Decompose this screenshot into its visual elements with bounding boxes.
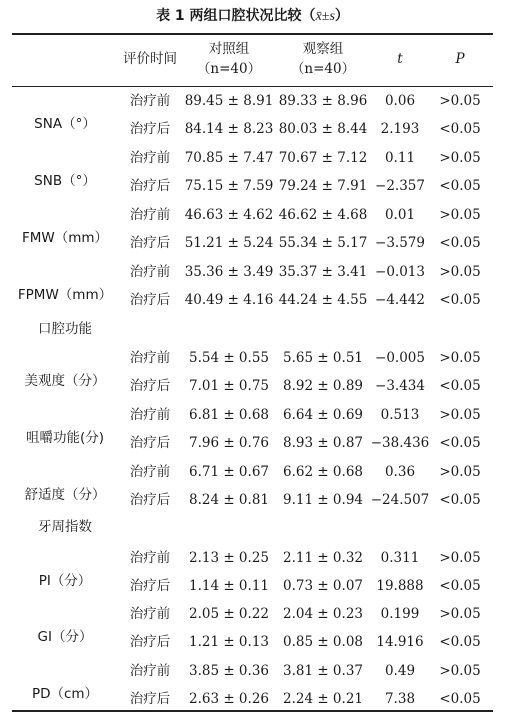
control-cell: 2.05 ± 0.22 [188, 606, 269, 622]
phase-cell: 治疗前 [129, 606, 171, 622]
header-t: t [397, 51, 403, 67]
p-cell: <0.05 [439, 435, 481, 451]
p-cell: >0.05 [439, 606, 481, 622]
control-cell: 1.21 ± 0.13 [188, 634, 269, 650]
p-cell: >0.05 [439, 550, 481, 566]
p-cell: <0.05 [439, 235, 481, 251]
control-cell: 75.15 ± 7.59 [184, 178, 274, 194]
t-cell: −0.013 [375, 264, 425, 280]
observe-cell: 44.24 ± 4.55 [278, 292, 368, 308]
observe-cell: 70.67 ± 7.12 [278, 150, 368, 166]
observe-cell: 0.73 ± 0.07 [282, 578, 363, 594]
observe-cell: 2.04 ± 0.23 [282, 606, 363, 622]
phase-cell: 治疗前 [129, 264, 171, 280]
t-cell: −4.442 [375, 292, 425, 308]
t-cell: −3.434 [375, 378, 425, 394]
t-cell: −2.357 [375, 178, 425, 194]
phase-cell: 治疗后 [129, 292, 171, 308]
t-cell: 0.311 [380, 550, 420, 566]
header-observe-n: （n=40） [290, 61, 356, 77]
control-cell: 70.85 ± 7.47 [184, 150, 274, 166]
row-label: 咀嚼功能(分) [25, 430, 105, 446]
observe-cell: 6.64 ± 0.69 [282, 407, 363, 423]
phase-cell: 治疗前 [129, 207, 171, 223]
control-cell: 2.13 ± 0.25 [188, 550, 269, 566]
p-cell: >0.05 [439, 93, 481, 109]
observe-cell: 55.34 ± 5.17 [278, 235, 368, 251]
p-cell: <0.05 [439, 121, 481, 137]
observe-cell: 9.11 ± 0.94 [282, 492, 363, 508]
phase-cell: 治疗前 [129, 350, 171, 366]
header-phase: 评价时间 [123, 51, 177, 67]
observe-cell: 6.62 ± 0.68 [282, 464, 363, 480]
control-cell: 84.14 ± 8.23 [184, 121, 274, 137]
p-cell: <0.05 [439, 178, 481, 194]
t-cell: 19.888 [376, 578, 424, 594]
row-label: PD（cm） [31, 686, 99, 702]
control-cell: 46.63 ± 4.62 [184, 207, 274, 223]
phase-cell: 治疗前 [129, 464, 171, 480]
observe-cell: 89.33 ± 8.96 [278, 93, 368, 109]
observe-cell: 2.11 ± 0.32 [282, 550, 363, 566]
p-cell: >0.05 [439, 207, 481, 223]
observe-cell: 46.62 ± 4.68 [278, 207, 368, 223]
observe-cell: 3.81 ± 0.37 [282, 663, 363, 679]
table-bottom-rule [12, 710, 493, 712]
observe-cell: 5.65 ± 0.51 [282, 350, 363, 366]
section-label: 口腔功能 [38, 321, 92, 337]
t-cell: −24.507 [370, 492, 430, 508]
observe-cell: 8.93 ± 0.87 [282, 435, 363, 451]
phase-cell: 治疗前 [129, 663, 171, 679]
table-caption [0, 6, 505, 27]
p-cell: <0.05 [439, 378, 481, 394]
caption-stat: x̄±s [315, 9, 335, 24]
t-cell: −38.436 [370, 435, 430, 451]
p-cell: <0.05 [439, 691, 481, 707]
t-cell: 7.38 [384, 691, 416, 707]
control-cell: 6.71 ± 0.67 [188, 464, 269, 480]
row-label: 舒适度（分） [24, 487, 106, 503]
t-cell: −3.579 [375, 235, 425, 251]
observe-cell: 8.92 ± 0.89 [282, 378, 363, 394]
section-label: 牙周指数 [38, 519, 92, 535]
p-cell: >0.05 [439, 663, 481, 679]
p-cell: <0.05 [439, 492, 481, 508]
observe-cell: 0.85 ± 0.08 [282, 634, 363, 650]
control-cell: 3.85 ± 0.36 [188, 663, 269, 679]
control-cell: 1.14 ± 0.11 [188, 578, 269, 594]
phase-cell: 治疗前 [129, 550, 171, 566]
row-label: SNA（°） [34, 116, 96, 132]
table-top-rule [12, 33, 493, 35]
t-cell: 0.513 [380, 407, 420, 423]
p-cell: >0.05 [439, 464, 481, 480]
t-cell: −0.005 [375, 350, 425, 366]
control-cell: 7.96 ± 0.76 [188, 435, 269, 451]
phase-cell: 治疗前 [129, 150, 171, 166]
control-cell: 51.21 ± 5.24 [184, 235, 274, 251]
control-cell: 7.01 ± 0.75 [188, 378, 269, 394]
phase-cell: 治疗后 [129, 178, 171, 194]
phase-cell: 治疗后 [129, 235, 171, 251]
t-cell: 0.06 [384, 93, 416, 109]
t-cell: 0.01 [384, 207, 416, 223]
t-cell: 0.49 [384, 663, 416, 679]
control-cell: 8.24 ± 0.81 [188, 492, 269, 508]
control-cell: 40.49 ± 4.16 [184, 292, 274, 308]
row-label: 美观度（分） [24, 373, 106, 389]
row-label: FPMW（mm） [17, 287, 113, 303]
observe-cell: 35.37 ± 3.41 [278, 264, 368, 280]
p-cell: >0.05 [439, 264, 481, 280]
phase-cell: 治疗后 [129, 121, 171, 137]
phase-cell: 治疗前 [129, 93, 171, 109]
phase-cell: 治疗后 [129, 378, 171, 394]
p-cell: >0.05 [439, 407, 481, 423]
header-p: P [455, 51, 465, 67]
header-control: 对照组 [208, 41, 250, 57]
phase-cell: 治疗后 [129, 578, 171, 594]
row-label: FMW（mm） [21, 230, 109, 246]
control-cell: 35.36 ± 3.49 [184, 264, 274, 280]
phase-cell: 治疗前 [129, 407, 171, 423]
p-cell: >0.05 [439, 350, 481, 366]
t-cell: 0.11 [384, 150, 416, 166]
p-cell: >0.05 [439, 150, 481, 166]
table-header-rule [12, 86, 493, 87]
control-cell: 6.81 ± 0.68 [188, 407, 269, 423]
observe-cell: 80.03 ± 8.44 [278, 121, 368, 137]
p-cell: <0.05 [439, 634, 481, 650]
t-cell: 2.193 [380, 121, 420, 137]
t-cell: 0.199 [380, 606, 420, 622]
row-label: GI（分） [37, 629, 93, 645]
phase-cell: 治疗后 [129, 435, 171, 451]
caption-close: ） [334, 8, 349, 24]
observe-cell: 2.24 ± 0.21 [282, 691, 363, 707]
p-cell: <0.05 [439, 292, 481, 308]
phase-cell: 治疗后 [129, 634, 171, 650]
control-cell: 5.54 ± 0.55 [188, 350, 269, 366]
observe-cell: 79.24 ± 7.91 [278, 178, 368, 194]
t-cell: 0.36 [384, 464, 416, 480]
row-label: SNB（°） [34, 173, 96, 189]
p-cell: <0.05 [439, 578, 481, 594]
row-label: PI（分） [38, 573, 92, 589]
caption-text: 表 1 两组口腔状况比较（ [156, 8, 316, 24]
t-cell: 14.916 [376, 634, 424, 650]
phase-cell: 治疗后 [129, 492, 171, 508]
phase-cell: 治疗后 [129, 691, 171, 707]
header-control-n: （n=40） [196, 61, 262, 77]
header-observe: 观察组 [302, 41, 344, 57]
control-cell: 2.63 ± 0.26 [188, 691, 269, 707]
control-cell: 89.45 ± 8.91 [184, 93, 274, 109]
